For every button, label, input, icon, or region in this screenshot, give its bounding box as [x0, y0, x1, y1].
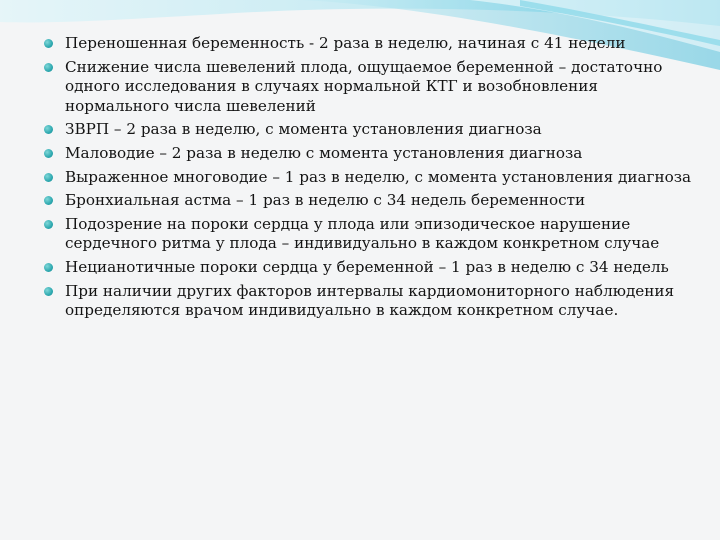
bullet-icon	[44, 173, 53, 182]
list-item-text: Нецианотичные пороки сердца у беременной – 1 раз в неделю с 34 недель	[65, 257, 669, 276]
list-item	[44, 58, 694, 117]
bullet-icon	[44, 196, 53, 205]
list-item-text: Подозрение на пороки сердца у плода или эпизодическое нарушение сердечного ритма у плода – индивидуально в каждом конкретном случае	[65, 214, 660, 253]
list-item-text: Снижение числа шевелений плода, ощущаемое беременной – достаточно одного исследования в случаях нормальной КТГ и возобновления нормального числа шевелений	[65, 57, 663, 115]
list-item	[44, 191, 694, 211]
bullet-icon	[44, 263, 53, 272]
bullet-icon	[44, 39, 53, 48]
bullet-icon	[44, 149, 53, 158]
bullet-icon	[44, 125, 53, 134]
list-item-text: Бронхиальная астма – 1 раз в неделю с 34 недель беременности	[65, 191, 586, 210]
list-item-text: Переношенная беременность - 2 раза в неделю, начиная с 41 недели	[65, 34, 626, 52]
list-item	[44, 34, 694, 54]
bullet-icon	[44, 287, 53, 296]
bullet-icon	[44, 63, 53, 72]
list-item	[44, 144, 694, 164]
bullet-list	[44, 34, 694, 325]
list-item-text: Выраженное многоводие – 1 раз в неделю, с момента установления диагноза	[65, 167, 692, 186]
list-item-text: ЗВРП – 2 раза в неделю, с момента установления диагноза	[65, 120, 542, 139]
list-item	[44, 215, 694, 254]
bullet-icon	[44, 220, 53, 229]
list-item-text: Маловодие – 2 раза в неделю с момента установления диагноза	[65, 143, 583, 162]
list-item	[44, 282, 694, 321]
list-item-text: При наличии других факторов интервалы кардиомониторного наблюдения определяются врачом индивидуально в каждом конкретном случае.	[65, 281, 675, 320]
list-item	[44, 120, 694, 140]
list-item	[44, 258, 694, 278]
list-item	[44, 168, 694, 188]
